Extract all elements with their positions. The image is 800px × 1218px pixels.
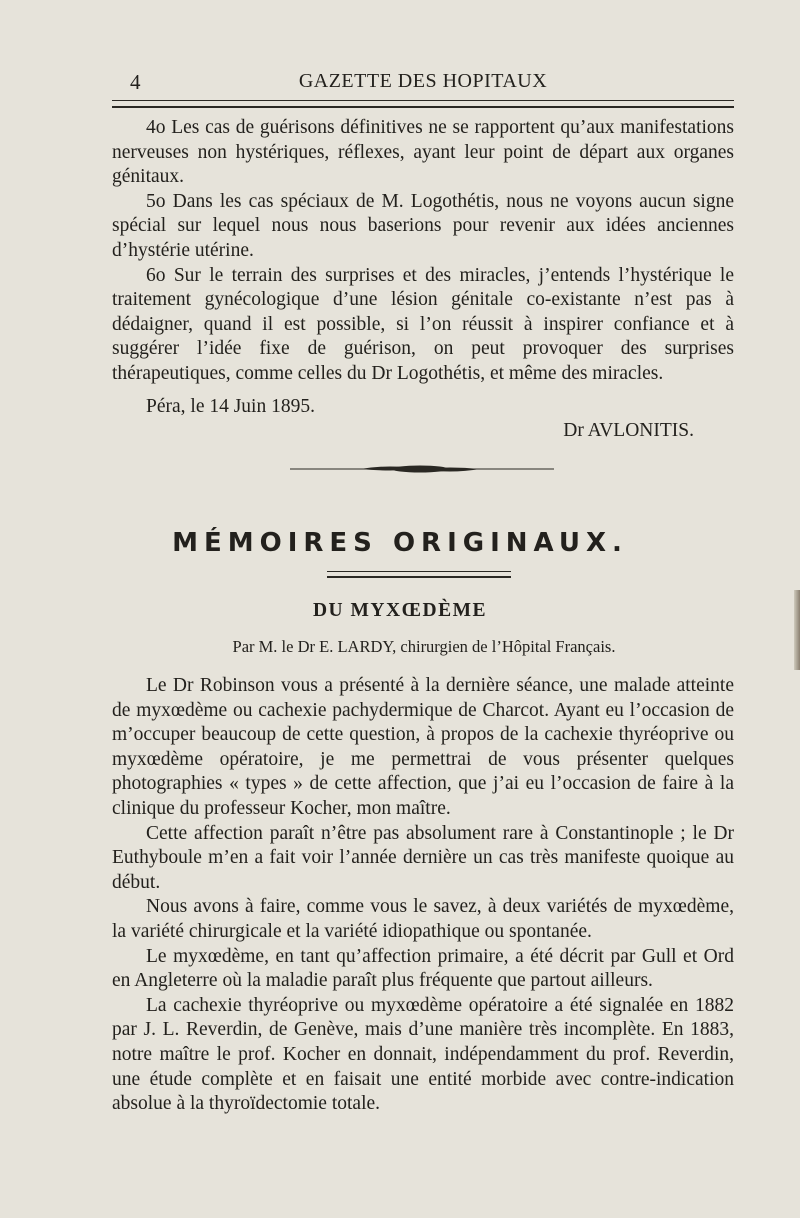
article-paragraph: Le Dr Robinson vous a présenté à la dernière séance, une malade atteinte de myxœdème ou cachexie pachydermique de Charcot. Ayant eu l’occasion de m’occuper beaucoup de cette question, à propos de la cachexie thyréoprive ou myxœdème opératoire, je me permettrai de vous présenter quelques photographies « types » de cette affection, que j’ai eu l’occasion de faire à la clinique du professeur Kocher, mon maître. <box>112 675 734 819</box>
journal-title: GAZETTE DES HOPITAUX <box>298 70 548 92</box>
article-byline: Par M. le Dr E. LARDY, chirurgien de l’Hôpital Français. <box>232 637 616 656</box>
conclusion-paragraph: 4o Les cas de guérisons définitives ne se rapportent qu’aux manifestations nerveuses non hystériques, réflexes, ayant leur point de départ aux organes génitaux. <box>112 117 734 188</box>
ornamental-divider <box>290 463 554 475</box>
conclusions-block <box>112 116 734 387</box>
article-body <box>112 674 734 1117</box>
conclusion-paragraph: 6o Sur le terrain des surprises et des miracles, j’entends l’hystérique le traitement gynécologique d’une lésion génitale co-existante n’est pas à dédaigner, quand il est possible, si l’on réussit à inspirer confiance et à suggérer l’idée fixe de guérison, on peut provoquer des surprises thérapeutiques, comme celles du Dr Logothétis, et même des miracles. <box>112 264 734 384</box>
section-heading: MÉMOIRES ORIGINAUX. <box>172 528 628 558</box>
article-paragraph: Cette affection paraît n’être pas absolument rare à Constantinople ; le Dr Euthyboule m’en a fait voir l’année dernière un cas très manifeste quoique au début. <box>112 822 734 893</box>
conclusion-paragraph: 5o Dans les cas spéciaux de M. Logothétis, nous ne voyons aucun signe spécial sur lequel nous nous baserions pour revenir aux idées anciennes d’hystérie utérine. <box>112 190 734 261</box>
article-paragraph: La cachexie thyréoprive ou myxœdème opératoire a été signalée en 1882 par J. L. Reverdin, de Genève, mais d’une manière très incomplète. En 1883, notre maître le prof. Kocher en donnait, indépendamment du prof. Reverdin, une étude complète et en faisait une entité morbide avec contre-indication absolue à la thyroïdectomie totale. <box>112 994 734 1115</box>
header-rule <box>112 100 734 108</box>
article-paragraph: Nous avons à faire, comme vous le savez, à deux variétés de myxœdème, la variété chirurgicale et la variété idiopathique ou spontanée. <box>112 896 734 942</box>
dateline: Péra, le 14 Juin 1895. <box>146 396 315 417</box>
section-rule <box>327 571 511 578</box>
page-number: 4 <box>130 70 141 94</box>
author-signature: Dr AVLONITIS. <box>563 420 694 441</box>
article-paragraph: Le myxœdème, en tant qu’affection primaire, a été décrit par Gull et Ord en Angleterre où la maladie paraît plus fréquente que partout ailleurs. <box>112 945 734 992</box>
article-title: DU MYXŒDÈME <box>312 600 488 621</box>
running-header <box>112 70 734 98</box>
